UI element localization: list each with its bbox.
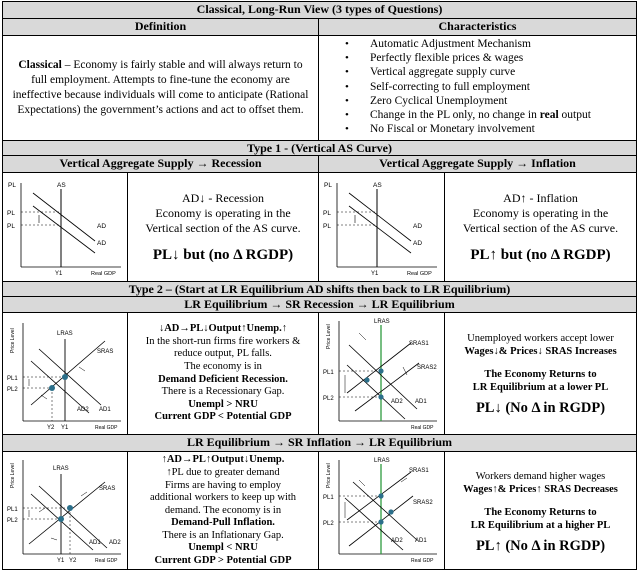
lr-inflation-explanation-cell (445, 452, 636, 570)
lras-label: LRAS (374, 319, 390, 325)
lr-recession-explanation-cell (445, 313, 636, 434)
sr-recession-explanation-cell (128, 313, 319, 434)
ad-initial-label: AD (413, 223, 423, 230)
inflation-mid-line: There is an Inflationary Gap. (162, 529, 284, 541)
definition-term: Classical (18, 59, 62, 71)
y2-label: Y2 (47, 425, 55, 431)
inflation-right-line1: Workers demand higher wages (475, 470, 606, 482)
definition-cell (3, 36, 319, 140)
list-item: • Self-correcting to full employment (345, 80, 636, 94)
pl-axis-label: PL (8, 182, 16, 189)
sras2-label: SRAS2 (413, 500, 433, 506)
type1-title-row (3, 141, 636, 156)
recession-line2: Economy is operating in the (155, 206, 291, 220)
page-title: Classical, Long-Run View (3 types of Questions) (196, 2, 443, 16)
type1-right-heading: Vertical Aggregate Supply → Inflation (379, 156, 576, 170)
sr-inflation-graph-cell (3, 452, 128, 570)
definition-characteristics-row (3, 36, 636, 141)
characteristics-cell (319, 36, 636, 140)
recession-mid-line: Unempl > NRU (188, 398, 258, 410)
inflation-mid-line: ↑PL due to greater demand (166, 466, 280, 478)
price-level-axis-label: Price Level (10, 328, 16, 353)
pl1-label: PL1 (7, 376, 18, 382)
list-item: • Change in the PL only, no change in real output (345, 108, 636, 122)
ad2-label: AD2 (77, 407, 89, 413)
pl2-label: PL2 (323, 521, 334, 527)
type1-left-heading-cell (3, 156, 319, 172)
real-gdp-label: Real GDP (95, 425, 118, 431)
ad2-label: AD2 (391, 538, 403, 544)
sras2-label: SRAS2 (417, 365, 437, 371)
pl-low-label: PL (323, 223, 331, 230)
y1-label: Y1 (371, 271, 379, 277)
ad-shifted-label: AD (413, 240, 423, 247)
type2-title-row (3, 282, 636, 297)
title-row (3, 2, 636, 19)
type2-title: Type 2 – (Start at LR Equilibrium AD shifts then back to LR Equilibrium) (128, 282, 511, 296)
pl2-label: PL2 (7, 518, 18, 524)
inflation-mid-line: demand. The economy is in (164, 504, 282, 516)
pl-axis-label: PL (324, 182, 332, 189)
inflation-right-line2: Wages↑& Prices↑ SRAS Decreases (463, 483, 618, 495)
recession-as-graph-cell (3, 173, 128, 281)
inflation-mid-line: Current GDP > Potential GDP (154, 555, 292, 567)
lr-inflation-graph-cell (319, 452, 445, 570)
real-gdp-label: Real GDP (407, 271, 432, 277)
inflation-right-line4: LR Equilibrium at a higher PL (470, 519, 611, 531)
list-item: • No Fiscal or Monetary involvement (345, 122, 636, 136)
recession-mid-line: In the short-run firms fire workers & (145, 335, 301, 347)
y2-label: Y2 (69, 558, 77, 564)
sr-recession-graph (3, 313, 128, 434)
lr-recession-graph (319, 313, 445, 434)
recession-heading: LR Equilibrium → SR Recession → LR Equilibrium (184, 297, 455, 311)
type1-title: Type 1 - (Vertical AS Curve) (247, 141, 392, 155)
characteristics-heading: Characteristics (438, 19, 517, 33)
ad2-label: AD2 (109, 540, 121, 546)
recession-mid-line: Current GDP < Potential GDP (154, 411, 292, 423)
price-level-axis-label: Price Level (326, 324, 332, 349)
ad1-label: AD1 (99, 407, 111, 413)
pl1-label: PL1 (323, 495, 334, 501)
recession-right-line4: LR Equilibrium at a lower PL (472, 382, 609, 393)
ad-initial-label: AD (97, 223, 107, 230)
recession-line3: Vertical section of the AS curve. (145, 221, 301, 235)
sr-inflation-graph (3, 452, 128, 570)
inflation-mid-line: ↑AD→PL↑Output↓Unemp. (161, 454, 285, 466)
recession-body-row (3, 313, 636, 435)
inflation-body-row (3, 452, 636, 570)
sr-recession-graph-cell (3, 313, 128, 434)
recession-mid-line: The economy is in (184, 360, 262, 372)
definition-text: Classical – Economy is fairly stable and will always return to full employment. Attempts to fine-tune the economy are ineffective because individuals will come to anticipate (Rational Expectations) the government’s actions and act to offset them. (12, 59, 309, 116)
inflation-explanation-cell (445, 173, 636, 281)
recession-right-line3: The Economy Returns to (484, 369, 597, 380)
inflation-heading: LR Equilibrium → SR Inflation → LR Equilibrium (186, 435, 453, 449)
real-gdp-label: Real GDP (411, 425, 434, 431)
recession-right-line1: Unemployed workers accept lower (467, 333, 614, 344)
pl1-label: PL1 (323, 370, 334, 376)
list-item: • Perfectly flexible prices & wages (345, 51, 636, 65)
sras1-label: SRAS1 (409, 341, 429, 347)
lras-label: LRAS (57, 331, 73, 337)
as-curve-label: AS (57, 182, 66, 189)
inflation-as-graph (319, 173, 445, 281)
ad1-label: AD1 (415, 399, 427, 405)
recession-result: PL↓ but (no Δ RGDP) (152, 247, 294, 263)
y1-label: Y1 (61, 425, 69, 431)
definition-heading: Definition (134, 19, 187, 33)
list-item: • Automatic Adjustment Mechanism (345, 37, 636, 51)
recession-line1: AD↓ - Recession (182, 191, 264, 205)
pl2-label: PL2 (323, 396, 334, 402)
recession-as-graph (3, 173, 128, 281)
recession-mid-line: Demand Deficient Recession. (158, 373, 288, 385)
recession-explanation-cell (128, 173, 319, 281)
inflation-line3: Vertical section of the AS curve. (462, 221, 619, 235)
recession-right-line2: Wages↓& Prices↓ SRAS Increases (464, 346, 617, 357)
list-item: • Vertical aggregate supply curve (345, 65, 636, 79)
lras-label: LRAS (374, 458, 390, 464)
pl-high-label: PL (7, 210, 15, 217)
recession-heading-row (3, 297, 636, 313)
inflation-mid-line: additional workers to keep up with (149, 492, 297, 504)
lr-inflation-graph (319, 452, 445, 570)
ad1-label: AD1 (415, 538, 427, 544)
definition-heading-cell (3, 19, 319, 35)
inflation-lr-result: PL↑ (No Δ in RGDP) (475, 537, 606, 554)
y1-label: Y1 (57, 558, 65, 564)
recession-mid-line: reduce output, PL falls. (174, 348, 272, 360)
ad1-label: AD1 (89, 540, 101, 546)
type1-body-row (3, 173, 636, 282)
column-headings-row (3, 19, 636, 36)
lr-recession-graph-cell (319, 313, 445, 434)
pl1-label: PL1 (7, 507, 18, 513)
inflation-heading-row (3, 435, 636, 452)
recession-mid-line: There is a Recessionary Gap. (161, 386, 285, 398)
inflation-as-graph-cell (319, 173, 445, 281)
type1-subheadings-row (3, 156, 636, 173)
sras-label: SRAS (99, 486, 116, 492)
ad2-label: AD2 (391, 399, 403, 405)
recession-mid-line: ↓AD→PL↓Output↑Unemp.↑ (158, 323, 288, 335)
inflation-mid-line: Firms are having to employ (164, 479, 282, 491)
inflation-result: PL↑ but (no Δ RGDP) (470, 247, 611, 263)
pl2-label: PL2 (7, 387, 18, 393)
lras-label: LRAS (53, 466, 69, 472)
real-gdp-label: Real GDP (95, 558, 118, 564)
price-level-axis-label: Price Level (10, 463, 16, 488)
as-curve-label: AS (373, 182, 382, 189)
inflation-line1: AD↑ - Inflation (503, 191, 578, 205)
sr-inflation-explanation-cell (128, 452, 319, 570)
real-gdp-label: Real GDP (411, 558, 434, 564)
pl-low-label: PL (7, 223, 15, 230)
sras-label: SRAS (97, 349, 114, 355)
ad-shifted-label: AD (97, 240, 107, 247)
price-level-axis-label: Price Level (326, 463, 332, 488)
real-gdp-label: Real GDP (91, 271, 116, 277)
inflation-mid-line: Demand-Pull Inflation. (171, 517, 275, 529)
inflation-line2: Economy is operating in the (472, 206, 609, 220)
list-item: • Zero Cyclical Unemployment (345, 94, 636, 108)
pl-high-label: PL (323, 210, 331, 217)
characteristics-heading-cell (319, 19, 636, 35)
inflation-mid-line: Unempl < NRU (188, 542, 258, 554)
sras1-label: SRAS1 (409, 468, 429, 474)
inflation-right-line3: The Economy Returns to (484, 506, 597, 518)
characteristics-list (319, 36, 636, 136)
type1-right-heading-cell (319, 156, 636, 172)
classical-longrun-sheet (2, 1, 637, 570)
type1-left-heading: Vertical Aggregate Supply → Recession (59, 156, 262, 170)
y1-label: Y1 (55, 271, 63, 277)
recession-lr-result: PL↓ (No Δ in RGDP) (475, 400, 606, 416)
